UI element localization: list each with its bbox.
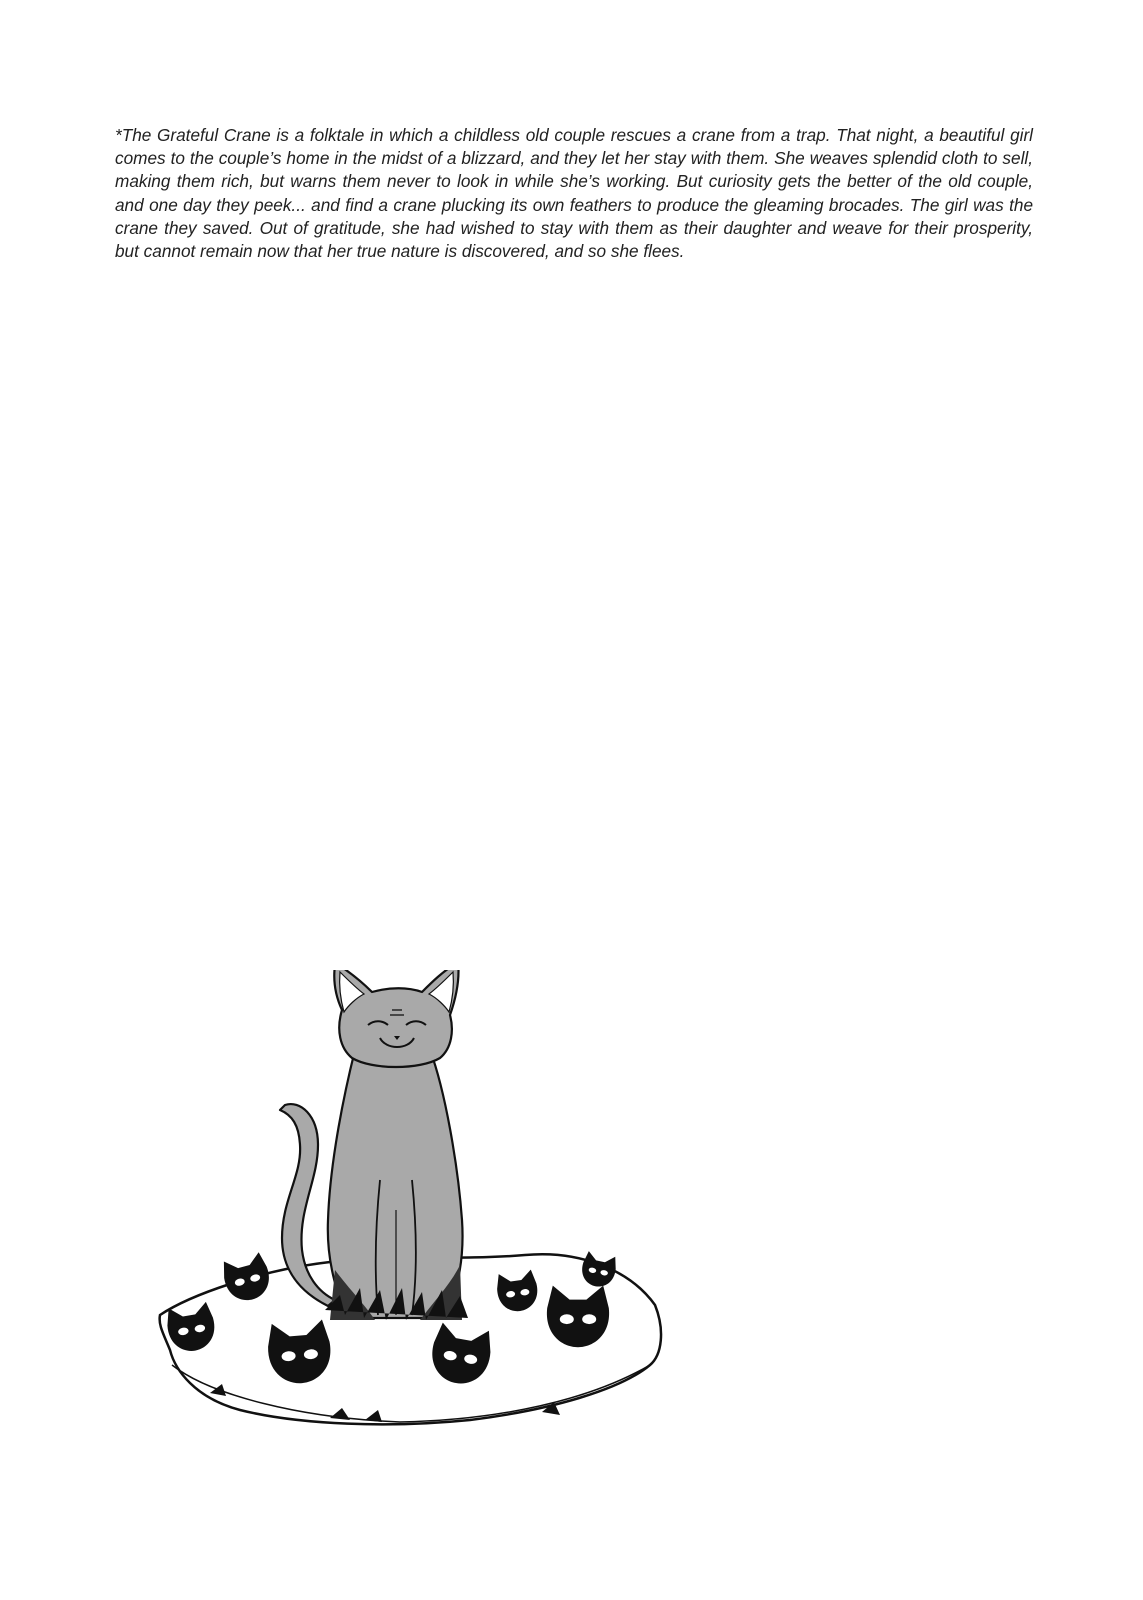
footnote-text: *The Grateful Crane is a folktale in which a childless old couple rescues a crane from a trap. That night, a beautiful girl comes to the couple’s home in the midst of a blizzard, and they let her stay with them. She weaves splendid cloth to sell, making them rich, but warns them never to look in while she’s working. But curiosity gets the better of the old couple, and one day they peek... and find a crane plucking its own feathers to produce the gleaming brocades. The girl was the crane they saved. Out of gratitude, she had wished to stay with them as their daughter and weave for their prosperity, but cannot remain now that her true nature is discovered, and so she flees. (115, 125, 1033, 262)
cat-on-cushion-icon (150, 970, 690, 1470)
